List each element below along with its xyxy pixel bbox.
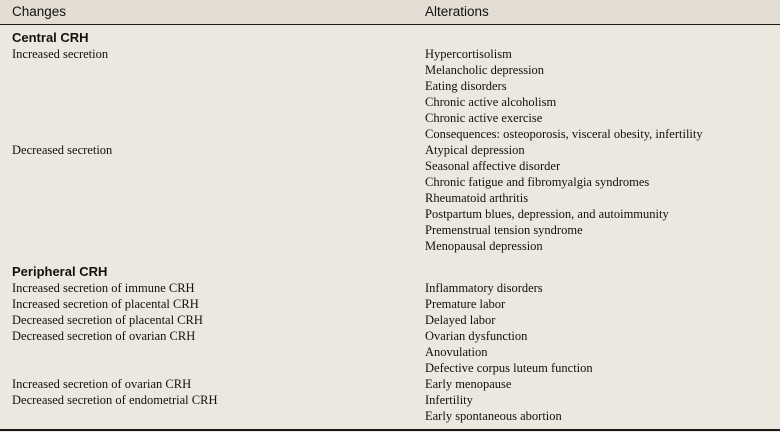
- alteration: Infertility: [425, 393, 473, 407]
- alteration: Premature labor: [425, 297, 506, 311]
- alteration: Chronic active exercise: [425, 111, 543, 125]
- alteration: Rheumatoid arthritis: [425, 191, 529, 205]
- change-row: Increased secretion of ovarian CRH: [12, 377, 192, 391]
- alteration: Early menopause: [425, 377, 512, 391]
- header-alterations: Alterations: [425, 4, 489, 19]
- section-title-peripheral: Peripheral CRH: [12, 264, 108, 279]
- change-increased-secretion: Increased secretion: [12, 47, 109, 61]
- alteration: Melancholic depression: [425, 63, 545, 77]
- alteration: Delayed labor: [425, 313, 496, 327]
- alteration: Seasonal affective disorder: [425, 159, 561, 173]
- alteration: Eating disorders: [425, 79, 507, 93]
- alteration: Chronic active alcoholism: [425, 95, 557, 109]
- header-changes: Changes: [12, 4, 67, 19]
- alteration: Early spontaneous abortion: [425, 409, 562, 423]
- bottom-rule: [0, 429, 780, 431]
- alteration: Ovarian dysfunction: [425, 329, 528, 343]
- alteration: Menopausal depression: [425, 239, 543, 253]
- alteration: Hypercortisolism: [425, 47, 512, 61]
- table-header: [0, 0, 780, 25]
- alteration: Defective corpus luteum function: [425, 361, 593, 375]
- alteration: Postpartum blues, depression, and autoimmunity: [425, 207, 669, 221]
- alteration: Consequences: osteoporosis, visceral obesity, infertility: [425, 127, 703, 141]
- alteration: Premenstrual tension syndrome: [425, 223, 583, 237]
- change-row: Decreased secretion of ovarian CRH: [12, 329, 196, 343]
- change-row: Increased secretion of placental CRH: [12, 297, 199, 311]
- change-row: Decreased secretion of endometrial CRH: [12, 393, 218, 407]
- alteration: Chronic fatigue and fibromyalgia syndromes: [425, 175, 650, 189]
- alteration: Atypical depression: [425, 143, 525, 157]
- alteration: Anovulation: [425, 345, 488, 359]
- change-row: Increased secretion of immune CRH: [12, 281, 195, 295]
- change-row: Decreased secretion of placental CRH: [12, 313, 203, 327]
- alteration: Inflammatory disorders: [425, 281, 543, 295]
- change-decreased-secretion: Decreased secretion: [12, 143, 113, 157]
- section-title-central: Central CRH: [12, 30, 89, 45]
